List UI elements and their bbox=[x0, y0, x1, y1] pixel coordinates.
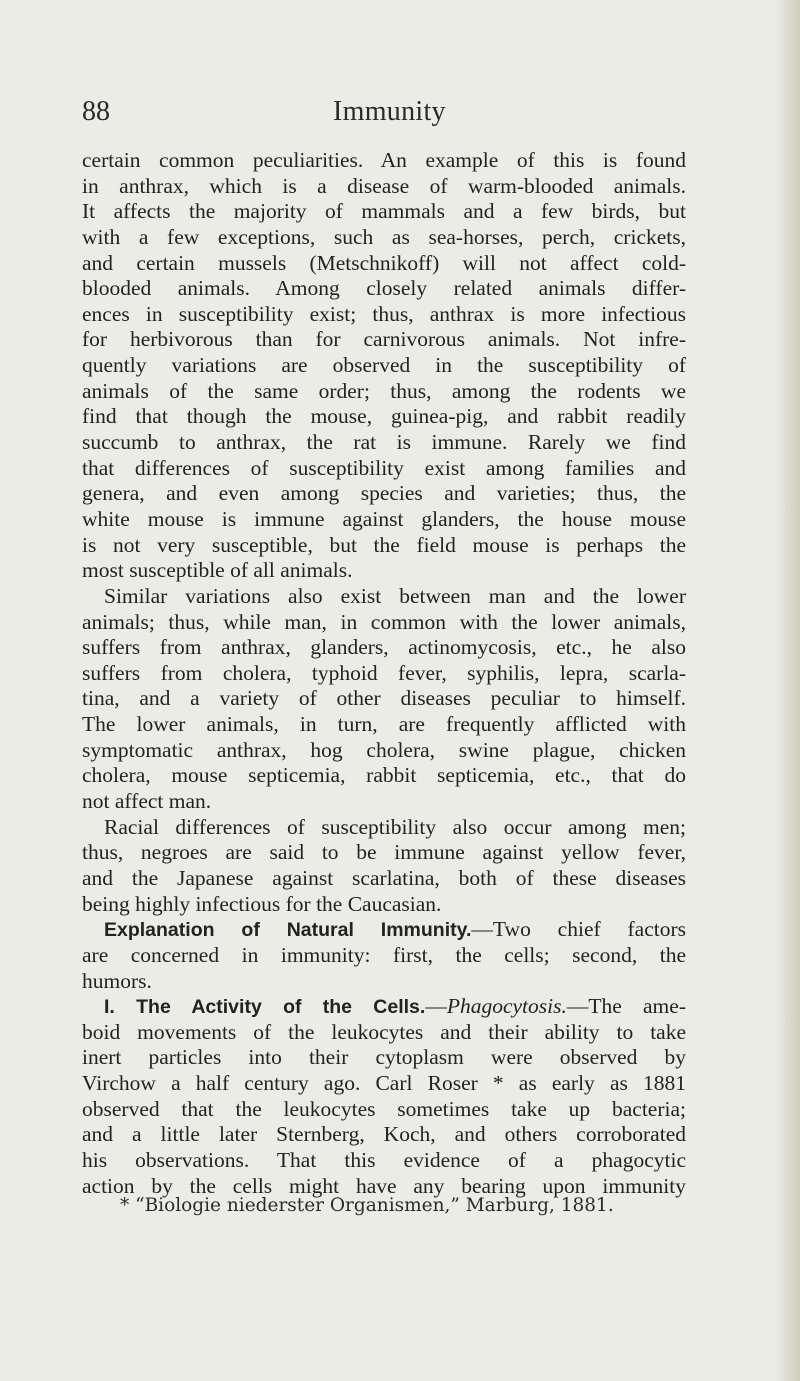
text-line: suffers from anthrax, glanders, actinomycosis, etc., he also bbox=[82, 635, 686, 660]
text-line: being highly infectious for the Caucasian. bbox=[82, 891, 442, 916]
text-line: and a little later Sternberg, Koch, and others corroborated bbox=[82, 1122, 686, 1147]
text-line: most susceptible of all animals. bbox=[82, 558, 353, 583]
text-line: It affects the majority of mammals and a few birds, but bbox=[82, 199, 686, 224]
page-header bbox=[0, 94, 800, 134]
text-line: animals of the same order; thus, among the rodents we bbox=[82, 378, 686, 403]
text-line: action by the cells might have any bearing upon immunity bbox=[82, 1173, 686, 1198]
text-line: boid movements of the leukocytes and their ability to take bbox=[82, 1019, 686, 1044]
text-line: humors. bbox=[82, 968, 152, 993]
running-title: Immunity bbox=[333, 96, 446, 127]
text-line: genera, and even among species and varieties; thus, the bbox=[82, 481, 686, 506]
explanation-heading-line bbox=[82, 917, 686, 943]
cells-italic: Phagocytosis. bbox=[446, 994, 567, 1019]
text-line: not affect man. bbox=[82, 789, 212, 814]
text-line: Racial differences of susceptibility also occur among men; bbox=[104, 814, 686, 839]
cells-heading: I. The Activity of the Cells. bbox=[104, 996, 426, 1019]
text-line: Similar variations also exist between man and the lower bbox=[104, 583, 686, 608]
text-line: ences in susceptibility exist; thus, anthrax is more infectious bbox=[82, 301, 686, 326]
explanation-heading: Explanation of Natural Immunity. bbox=[104, 919, 472, 942]
text-line: are concerned in immunity: first, the cells; second, the bbox=[82, 942, 686, 967]
text-line: and certain mussels (Metschnikoff) will not affect cold- bbox=[82, 250, 686, 275]
text-line: that differences of susceptibility exist among families and bbox=[82, 455, 686, 480]
footnote: * “Biologie niederster Organismen,” Marburg, 1881. bbox=[120, 1195, 614, 1216]
text-line: symptomatic anthrax, hog cholera, swine plague, chicken bbox=[82, 737, 686, 762]
text-line: Virchow a half century ago. Carl Roser * as early as 1881 bbox=[82, 1071, 686, 1096]
text-line: tina, and a variety of other diseases peculiar to himself. bbox=[82, 686, 686, 711]
text-line: in anthrax, which is a disease of warm-blooded animals. bbox=[82, 173, 686, 198]
text-line: observed that the leukocytes sometimes take up bacteria; bbox=[82, 1096, 686, 1121]
explanation-text: —Two chief factors bbox=[471, 917, 686, 942]
text-line: succumb to anthrax, the rat is immune. Rarely we find bbox=[82, 430, 686, 455]
body-text bbox=[82, 148, 686, 1199]
text-line: for herbivorous than for carnivorous animals. Not infre- bbox=[82, 327, 686, 352]
text-line: with a few exceptions, such as sea-horses, perch, crickets, bbox=[82, 224, 686, 249]
text-line: inert particles into their cytoplasm were observed by bbox=[82, 1045, 686, 1070]
text-line: is not very susceptible, but the field mouse is perhaps the bbox=[82, 532, 686, 557]
text-line: The lower animals, in turn, are frequently afflicted with bbox=[82, 712, 686, 737]
page-edge-shadow bbox=[774, 0, 800, 1381]
cells-heading-line bbox=[82, 994, 686, 1020]
text-line: white mouse is immune against glanders, the house mouse bbox=[82, 506, 686, 531]
page-number: 88 bbox=[82, 96, 110, 127]
cells-dash: — bbox=[425, 994, 447, 1019]
text-line: and the Japanese against scarlatina, both of these diseases bbox=[82, 865, 686, 890]
text-line: quently variations are observed in the susceptibility of bbox=[82, 353, 686, 378]
text-line: suffers from cholera, typhoid fever, syphilis, lepra, scarla- bbox=[82, 660, 686, 685]
cells-text: —The ame- bbox=[566, 994, 686, 1019]
text-line: find that though the mouse, guinea-pig, and rabbit readily bbox=[82, 404, 686, 429]
text-line: his observations. That this evidence of a phagocytic bbox=[82, 1147, 686, 1172]
text-line: animals; thus, while man, in common with the lower animals, bbox=[82, 609, 686, 634]
text-line: blooded animals. Among closely related animals differ- bbox=[82, 276, 686, 301]
text-line: cholera, mouse septicemia, rabbit septicemia, etc., that do bbox=[82, 763, 686, 788]
text-line: certain common peculiarities. An example of this is found bbox=[82, 148, 686, 172]
text-line: thus, negroes are said to be immune against yellow fever, bbox=[82, 840, 686, 865]
